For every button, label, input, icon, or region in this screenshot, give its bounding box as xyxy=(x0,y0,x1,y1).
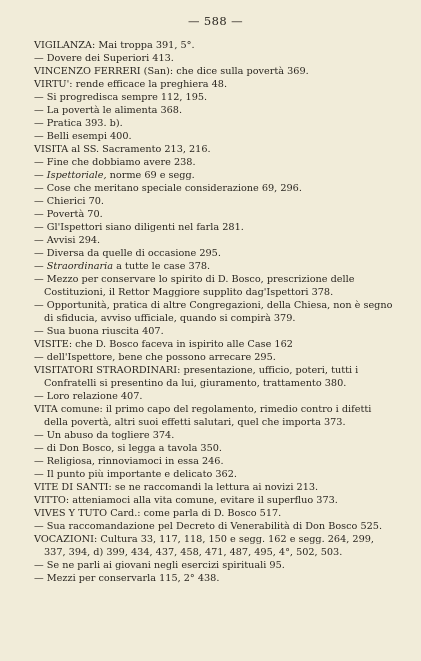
index-entry: — Chierici 70. xyxy=(34,196,104,207)
index-entry: — Cose che meritano speciale considerazione 69, 296. xyxy=(34,183,302,194)
index-entry: — Sua buona riuscita 407. xyxy=(34,326,164,337)
index-entry xyxy=(34,260,397,273)
index-entry: — Povertà 70. xyxy=(34,209,103,220)
index-entry: — Il punto più importante e delicato 362. xyxy=(34,469,237,480)
index-entry: VIRTU': rende efficace la preghiera 48. xyxy=(34,79,228,90)
index-entry: VISITA al SS. Sacramento 213, 216. xyxy=(34,144,211,155)
index-entry: — Avvisi 294. xyxy=(34,235,101,246)
index-entry: VOCAZIONI: Cultura 33, 117, 118, 150 e segg. 162 e segg. 264, 299, 337, 394, d) 399, 434, 437, 458, 471, 487, 495, 4°, 502, 503. xyxy=(34,534,374,558)
index-entry: — Loro relazione 407. xyxy=(34,391,143,402)
entry-italic-term: Ispettoriale, xyxy=(46,170,107,181)
index-entry: — Dovere dei Superiori 413. xyxy=(34,53,174,64)
index-entry: — Fine che dobbiamo avere 238. xyxy=(34,157,196,168)
entry-prefix: — xyxy=(34,170,47,181)
index-entries xyxy=(34,39,397,585)
index-entry: — Se ne parli ai giovani negli esercizi spirituali 95. xyxy=(34,560,285,571)
index-entry: — dell'Ispettore, bene che possono arrecare 295. xyxy=(34,352,276,363)
index-entry: VISITE: che D. Bosco faceva in ispirito alle Case 162 xyxy=(34,339,293,350)
index-entry: VITA comune: il primo capo del regolamento, rimedio contro i difetti della povertà, altri suoi effetti salutari, quel che importa 373. xyxy=(34,404,372,428)
index-entry: — Gl'Ispettori siano diligenti nel farla 281. xyxy=(34,222,244,233)
entry-prefix: — xyxy=(34,261,47,272)
entry-suffix: norme 69 e segg. xyxy=(106,170,195,181)
index-entry: — Belli esempi 400. xyxy=(34,131,132,142)
index-entry: — Mezzi per conservarla 115, 2° 438. xyxy=(34,573,220,584)
index-entry: VINCENZO FERRERI (San): che dice sulla povertà 369. xyxy=(34,66,309,77)
index-entry: — Pratica 393. b). xyxy=(34,118,123,129)
index-entry: — Si progredisca sempre 112, 195. xyxy=(34,92,208,103)
index-entry: VITTO: atteniamoci alla vita comune, evitare il superfluo 373. xyxy=(34,495,338,506)
index-entry: VIGILANZA: Mai troppa 391, 5°. xyxy=(34,40,195,51)
page-number: — 588 — xyxy=(187,14,244,28)
index-entry: VIVES Y TUTO Card.: come parla di D. Bosco 517. xyxy=(34,508,282,519)
index-entry: — Un abuso da togliere 374. xyxy=(34,430,175,441)
index-entry xyxy=(34,169,397,182)
index-entry: VISITATORI STRAORDINARI: presentazione, ufficio, poteri, tutti i Confratelli si presentino da lui, giuramento, trattamento 380. xyxy=(34,365,359,389)
index-entry: — Mezzo per conservare lo spirito di D. Bosco, prescrizione delle Costituzioni, il Rettor Maggiore supplito dag'Ispettori 378. xyxy=(34,274,355,298)
index-entry: — La povertà le alimenta 368. xyxy=(34,105,183,116)
index-entry: VITE DI SANTI: se ne raccomandi la lettura ai novizi 213. xyxy=(34,482,319,493)
index-entry: — Religiosa, rinnoviamoci in essa 246. xyxy=(34,456,224,467)
entry-suffix: a tutte le case 378. xyxy=(113,261,211,272)
index-entry: — Diversa da quelle di occasione 295. xyxy=(34,248,221,259)
index-entry: — di Don Bosco, si legga a tavola 350. xyxy=(34,443,222,454)
entry-italic-term: Straordinaria xyxy=(46,261,113,272)
index-entry: — Sua raccomandazione pel Decreto di Venerabilità di Don Bosco 525. xyxy=(34,521,383,532)
index-entry: — Opportunità, pratica di altre Congregazioni, della Chiesa, non è segno di sfiducia, avviso ufficiale, quando si compirà 379. xyxy=(34,300,393,324)
